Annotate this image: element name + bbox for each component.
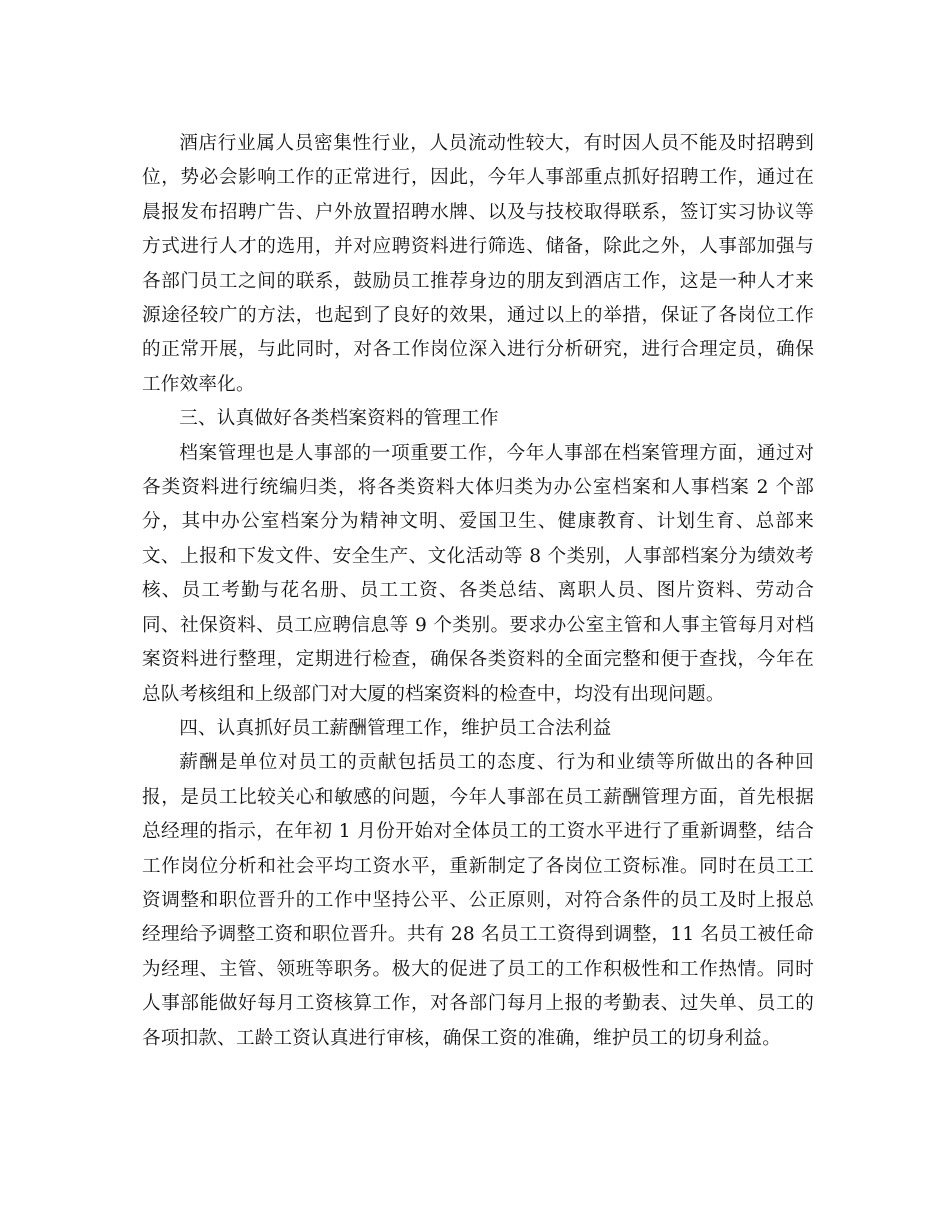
paragraph-salary: 薪酬是单位对员工的贡献包括员工的态度、行为和业绩等所做出的各种回报，是员工比较关心和敏感的问题，今年人事部在员工薪酬管理方面，首先根据总经理的指示，在年初 1 月份开始对全体员工的工资水平进行了重新调整，结合工作岗位分析和社会平均工资水平，重新制定了各岗位工资标准。同时在员工工资调整和职位晋升的工作中坚持公平、公正原则，对符合条件的员工及时上报总经理给予调整工资和职位晋升。共有 28 名员工工资得到调整，11 名员工被任命为经理、主管、领班等职务。极大的促进了员工的工作积极性和工作热情。同时人事部能做好每月工资核算工作，对各部门每月上报的考勤表、过失单、员工的各项扣款、工龄工资认真进行审核，确保工资的准确，维护员工的切身利益。 (142, 752, 814, 1049)
document-body (142, 127, 814, 1056)
section-heading-salary: 四、认真抓好员工薪酬管理工作，维护员工合法利益 (179, 717, 612, 739)
section-heading-archives: 三、认真做好各类档案资料的管理工作 (179, 408, 499, 430)
paragraph-archives: 档案管理也是人事部的一项重要工作，今年人事部在档案管理方面，通过对各类资料进行统编归类，将各类资料大体归类为办公室档案和人事档案 2 个部分，其中办公室档案分为精神文明、爱国卫生、健康教育、计划生育、总部来文、上报和下发文件、安全生产、文化活动等 8 个类别，人事部档案分为绩效考核、员工考勤与花名册、员工工资、各类总结、离职人员、图片资料、劳动合同、社保资料、员工应聘信息等 9 个类别。要求办公室主管和人事主管每月对档案资料进行整理，定期进行检查，确保各类资料的全面完整和便于查找，今年在总队考核组和上级部门对大厦的档案资料的检查中，均没有出现问题。 (142, 442, 814, 705)
paragraph-recruitment: 酒店行业属人员密集性行业，人员流动性较大，有时因人员不能及时招聘到位，势必会影响工作的正常进行，因此，今年人事部重点抓好招聘工作，通过在晨报发布招聘广告、户外放置招聘水牌、以及与技校取得联系，签订实习协议等方式进行人才的选用，并对应聘资料进行筛选、储备，除此之外，人事部加强与各部门员工之间的联系，鼓励员工推荐身边的朋友到酒店工作，这是一种人才来源途径较广的方法，也起到了良好的效果，通过以上的举措，保证了各岗位工作的正常开展，与此同时，对各工作岗位深入进行分析研究，进行合理定员，确保工作效率化。 (142, 133, 814, 395)
